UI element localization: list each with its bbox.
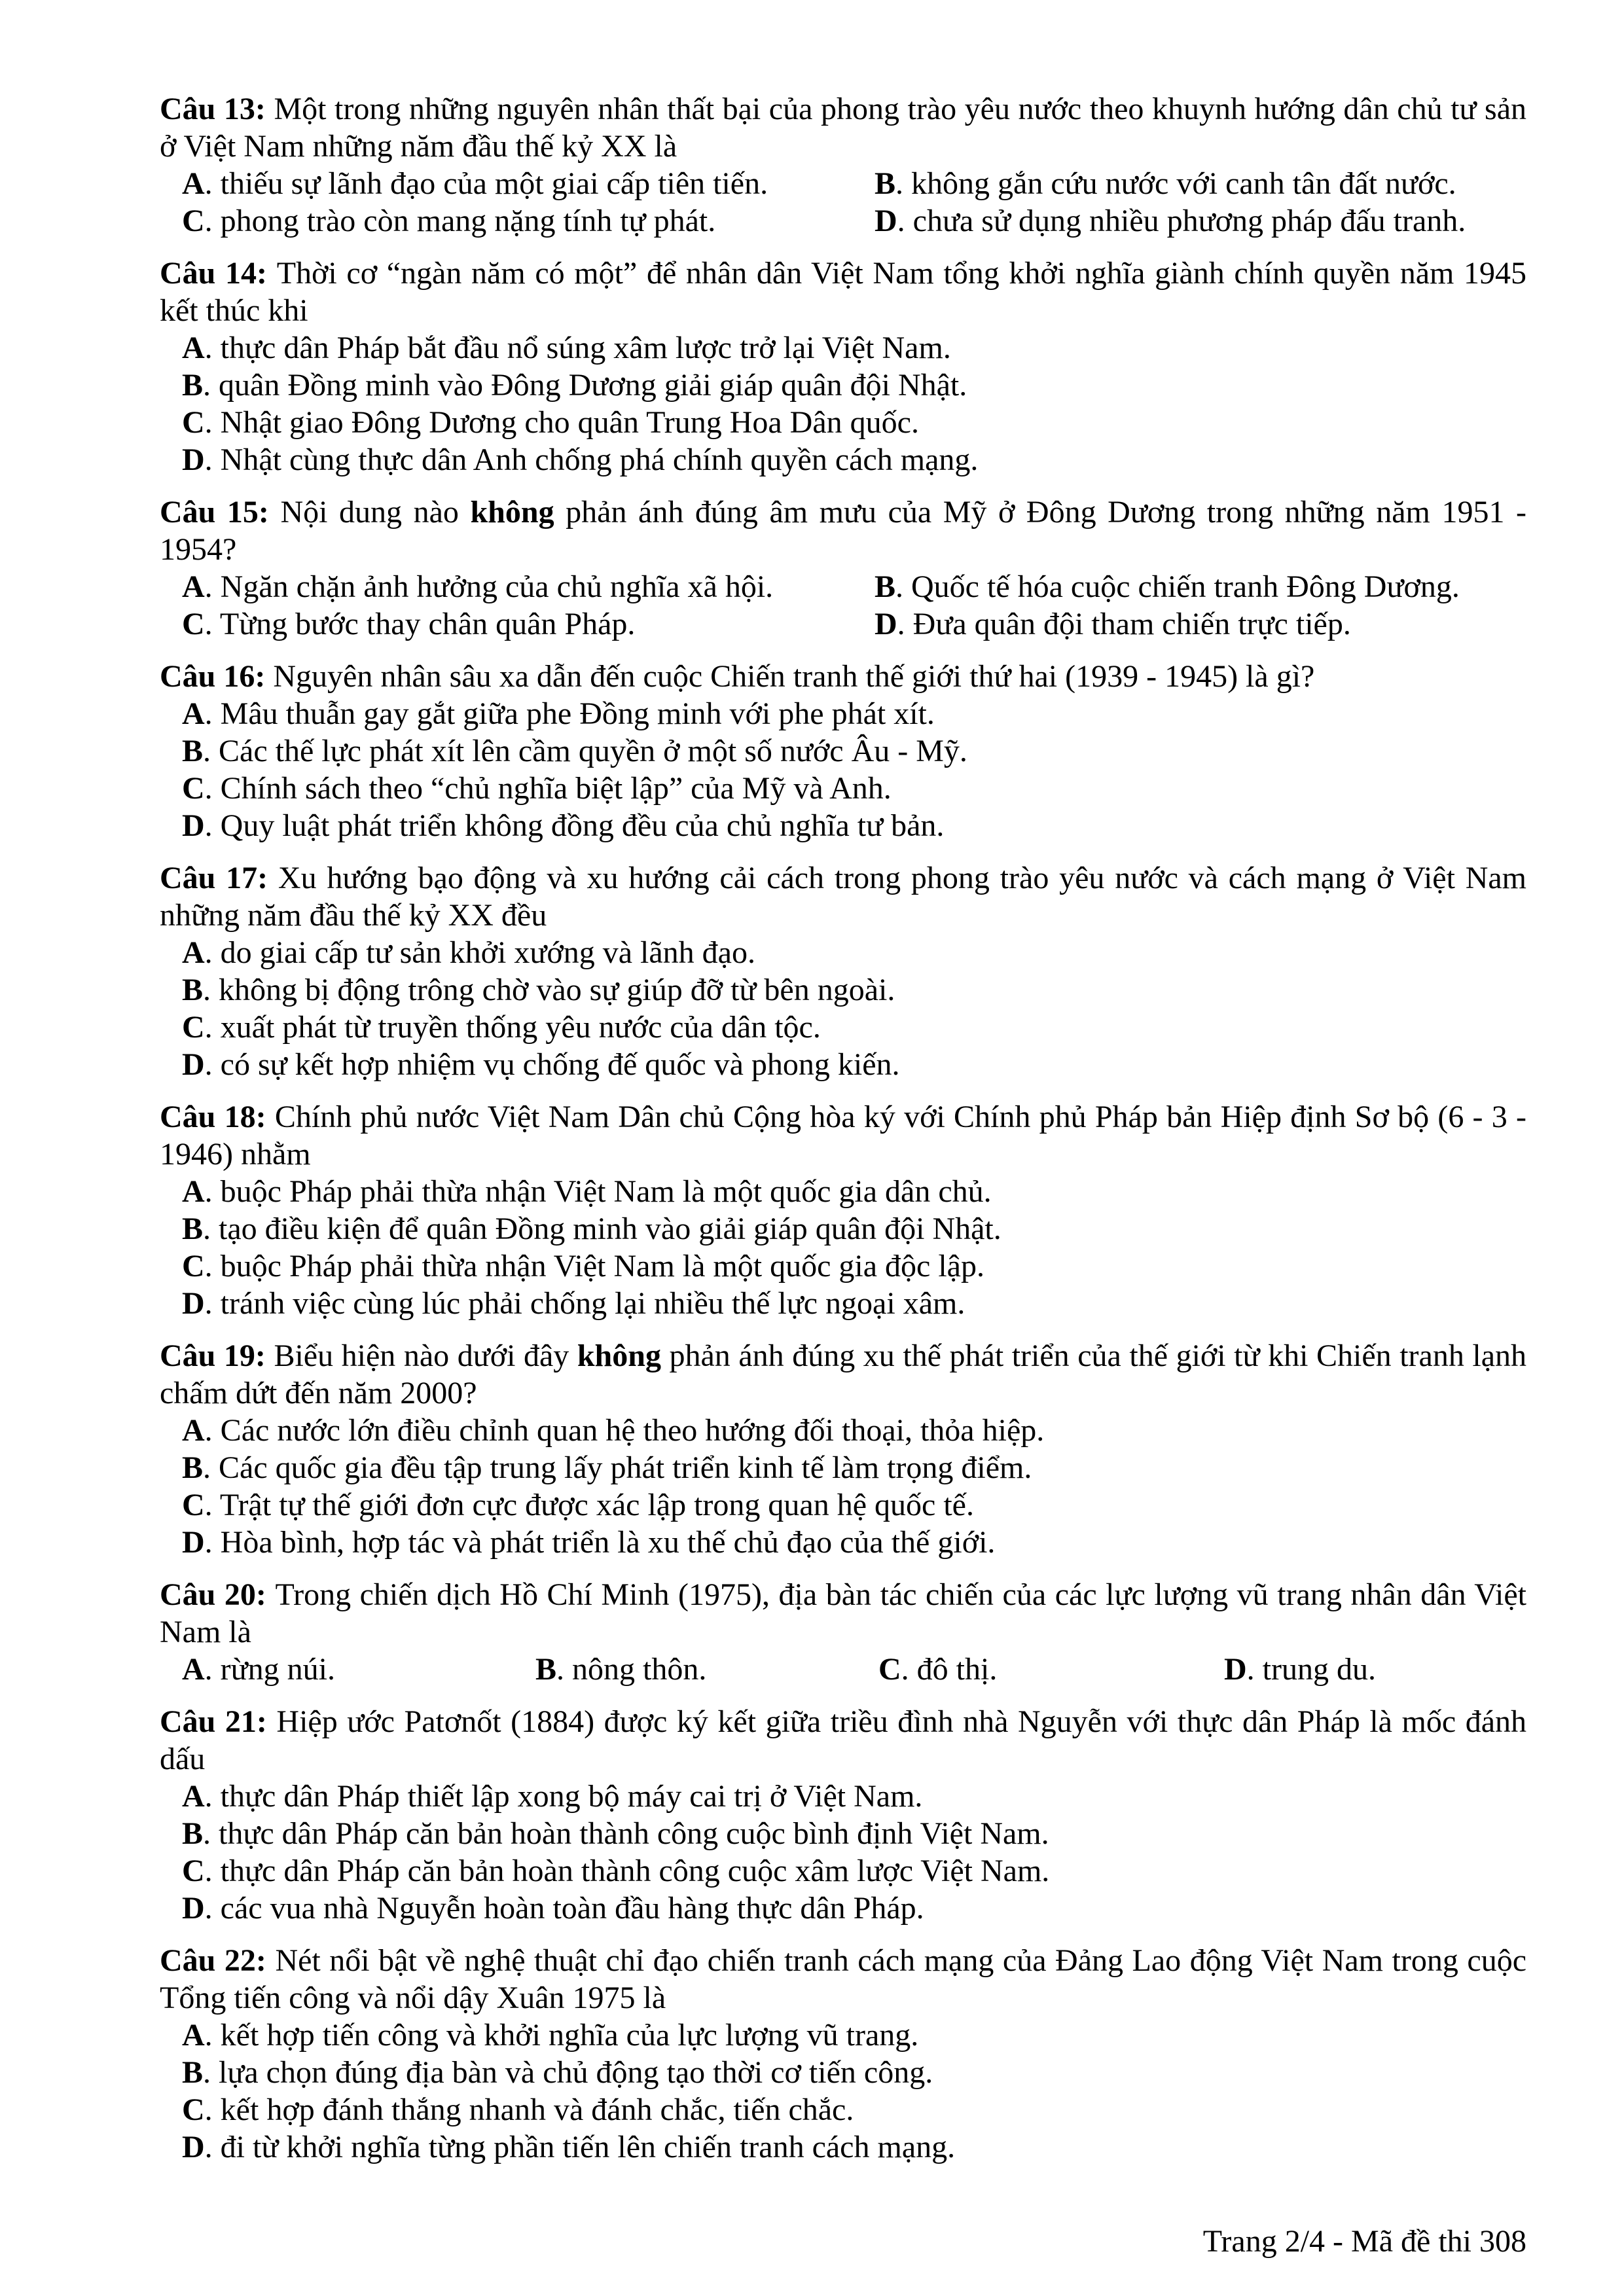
option-letter: A	[182, 166, 205, 201]
option-separator: .	[204, 569, 221, 604]
option-letter: B	[182, 1211, 204, 1246]
option-separator: .	[204, 1286, 221, 1321]
option-text: kết hợp đánh thắng nhanh và đánh chắc, tiến chắc.	[220, 2092, 854, 2127]
answer-option	[182, 329, 1526, 367]
options-list	[160, 1778, 1526, 1927]
option-separator: .	[204, 1525, 221, 1560]
option-text: buộc Pháp phải thừa nhận Việt Nam là một quốc gia dân chủ.	[220, 1174, 992, 1209]
option-text: Quy luật phát triển không đồng đều của chủ nghĩa tư bản.	[220, 808, 945, 843]
option-letter: B	[182, 368, 204, 403]
question-text	[160, 859, 1526, 934]
answer-option	[182, 1486, 1526, 1524]
option-separator: .	[204, 1413, 221, 1448]
option-text: thiếu sự lãnh đạo của một giai cấp tiên tiến.	[220, 166, 768, 201]
answer-option	[182, 971, 1526, 1009]
option-separator: .	[895, 166, 912, 201]
option-letter: B	[182, 2055, 204, 2090]
option-text: Các thế lực phát xít lên cầm quyền ở một số nước Âu - Mỹ.	[219, 734, 967, 768]
option-text: kết hợp tiến công và khởi nghĩa của lực lượng vũ trang.	[220, 2018, 919, 2053]
answer-option	[875, 568, 1526, 605]
option-separator: .	[203, 368, 219, 403]
option-separator: .	[204, 204, 221, 238]
option-letter: A	[182, 1779, 205, 1814]
option-letter: D	[182, 808, 205, 843]
option-text: thực dân Pháp bắt đầu nổ súng xâm lược trở lại Việt Nam.	[220, 331, 951, 365]
option-text: đô thị.	[916, 1652, 998, 1687]
option-letter: A	[182, 1174, 205, 1209]
option-text: không gắn cứu nước với canh tân đất nước.	[911, 166, 1456, 201]
question-label: Câu 19:	[160, 1338, 274, 1373]
question-label: Câu 20:	[160, 1577, 276, 1612]
answer-option	[182, 807, 1526, 844]
answer-option	[875, 165, 1526, 202]
option-separator: .	[1246, 1652, 1263, 1687]
option-separator: .	[204, 1174, 221, 1209]
option-separator: .	[897, 607, 913, 641]
options-list	[160, 695, 1526, 844]
question-pre: Nội dung nào	[280, 495, 471, 529]
answer-option	[535, 1651, 878, 1688]
answer-option	[182, 1890, 1526, 1927]
option-separator: .	[204, 607, 220, 641]
question-text	[160, 1703, 1526, 1778]
option-letter: C	[182, 1854, 205, 1888]
option-separator: .	[203, 1450, 219, 1485]
option-text: buộc Pháp phải thừa nhận Việt Nam là một quốc gia độc lập.	[220, 1249, 984, 1283]
question-label: Câu 15:	[160, 495, 281, 529]
option-separator: .	[203, 734, 219, 768]
question-block	[160, 493, 1526, 643]
answer-option	[182, 1651, 535, 1688]
question-text	[160, 90, 1526, 165]
option-letter: D	[182, 1891, 205, 1926]
option-separator: .	[204, 2092, 221, 2127]
option-text: Hòa bình, hợp tác và phát triển là xu thế chủ đạo của thế giới.	[220, 1525, 996, 1560]
option-letter: D	[182, 1047, 205, 1082]
options-list	[160, 165, 1526, 240]
question-block	[160, 1942, 1526, 2166]
option-separator: .	[204, 2018, 221, 2053]
options-list	[160, 1651, 1526, 1688]
option-text: rừng núi.	[220, 1652, 336, 1687]
answer-option	[878, 1651, 1224, 1688]
page-footer: Trang 2/4 - Mã đề thi 308	[1202, 2224, 1526, 2259]
option-separator: .	[204, 442, 221, 477]
option-text: đi từ khởi nghĩa từng phần tiến lên chiến tranh cách mạng.	[220, 2130, 956, 2164]
option-letter: D	[182, 442, 205, 477]
answer-option	[182, 732, 1526, 770]
option-letter: A	[182, 2018, 205, 2053]
option-letter: B	[182, 1816, 204, 1851]
option-separator: .	[204, 1047, 221, 1082]
answer-option	[182, 1046, 1526, 1083]
option-text: thực dân Pháp thiết lập xong bộ máy cai trị ở Việt Nam.	[220, 1779, 923, 1814]
option-text: Đưa quân đội tham chiến trực tiếp.	[912, 607, 1351, 641]
option-letter: B	[182, 734, 204, 768]
question-pre: Nguyên nhân sâu xa dẫn đến cuộc Chiến tranh thế giới thứ hai (1939 - 1945) là gì?	[273, 659, 1315, 694]
question-pre: Trong chiến dịch Hồ Chí Minh (1975), địa bàn tác chiến của các lực lượng vũ trang nhân dân Việt Nam là	[160, 1577, 1527, 1649]
option-text: nông thôn.	[572, 1652, 707, 1687]
option-separator: .	[204, 1891, 221, 1926]
option-letter: C	[182, 2092, 205, 2127]
question-text	[160, 1576, 1526, 1651]
question-pre: Chính phủ nước Việt Nam Dân chủ Cộng hòa ký với Chính phủ Pháp bản Hiệp định Sơ bộ (6 - 3 - 1946) nhằm	[160, 1100, 1527, 1172]
option-separator: .	[901, 1652, 917, 1687]
answer-option	[182, 1449, 1526, 1486]
option-separator: .	[203, 973, 219, 1007]
option-text: tạo điều kiện để quân Đồng minh vào giải giáp quân đội Nhật.	[219, 1211, 1001, 1246]
question-label: Câu 18:	[160, 1100, 275, 1134]
option-text: chưa sử dụng nhiều phương pháp đấu tranh.	[912, 204, 1466, 238]
option-text: có sự kết hợp nhiệm vụ chống đế quốc và phong kiến.	[220, 1047, 900, 1082]
option-letter: B	[182, 973, 204, 1007]
question-text	[160, 493, 1526, 568]
question-label: Câu 17:	[160, 861, 278, 895]
option-letter: C	[182, 1010, 205, 1045]
answer-option	[182, 1009, 1526, 1046]
option-separator: .	[204, 771, 221, 806]
option-text: các vua nhà Nguyễn hoàn toàn đầu hàng thực dân Pháp.	[220, 1891, 924, 1926]
answer-option	[182, 404, 1526, 441]
question-pre: Hiệp ước Patơnốt (1884) được ký kết giữa triều đình nhà Nguyễn với thực dân Pháp là mốc đánh dấu	[160, 1704, 1526, 1776]
question-label: Câu 13:	[160, 92, 274, 126]
option-text: tránh việc cùng lúc phải chống lại nhiều thế lực ngoại xâm.	[220, 1286, 965, 1321]
answer-option	[182, 1778, 1526, 1815]
answer-option	[182, 2017, 1526, 2054]
question-pre: Biểu hiện nào dưới đây	[274, 1338, 577, 1373]
option-text: lựa chọn đúng địa bàn và chủ động tạo thời cơ tiến công.	[219, 2055, 933, 2090]
option-letter: A	[182, 935, 205, 970]
option-text: phong trào còn mang nặng tính tự phát.	[220, 204, 716, 238]
question-block	[160, 1337, 1526, 1561]
answer-option	[182, 934, 1526, 971]
option-separator: .	[203, 1816, 219, 1851]
option-letter: C	[878, 1652, 901, 1687]
question-block	[160, 658, 1526, 844]
option-text: thực dân Pháp căn bản hoàn thành công cuộc bình định Việt Nam.	[219, 1816, 1049, 1851]
question-block	[160, 1703, 1526, 1927]
question-block	[160, 859, 1526, 1083]
option-letter: A	[182, 696, 205, 731]
options-list	[160, 934, 1526, 1083]
option-separator: .	[204, 1779, 221, 1814]
option-letter: C	[182, 607, 205, 641]
option-separator: .	[204, 1854, 221, 1888]
option-separator: .	[204, 405, 221, 440]
answer-option	[182, 1247, 1526, 1285]
question-text	[160, 658, 1526, 695]
option-text: xuất phát từ truyền thống yêu nước của dân tộc.	[220, 1010, 821, 1045]
answer-option	[182, 441, 1526, 478]
option-separator: .	[204, 2130, 221, 2164]
question-post: phản ánh đúng âm mưu của Mỹ ở Đông Dương trong những năm 1951 - 1954?	[160, 495, 1526, 567]
option-letter: B	[182, 1450, 204, 1485]
option-separator: .	[204, 1249, 221, 1283]
option-text: Các quốc gia đều tập trung lấy phát triển kinh tế làm trọng điểm.	[219, 1450, 1032, 1485]
answer-option	[182, 1524, 1526, 1561]
answer-option	[182, 202, 875, 240]
options-list	[160, 1173, 1526, 1322]
option-letter: A	[182, 1652, 205, 1687]
option-letter: D	[182, 2130, 205, 2164]
option-letter: C	[182, 204, 205, 238]
question-label: Câu 21:	[160, 1704, 277, 1739]
option-separator: .	[204, 331, 221, 365]
answer-option	[182, 1815, 1526, 1852]
option-text: Các nước lớn điều chỉnh quan hệ theo hướng đối thoại, thỏa hiệp.	[220, 1413, 1045, 1448]
option-text: Từng bước thay chân quân Pháp.	[219, 607, 636, 641]
option-letter: B	[875, 166, 896, 201]
option-separator: .	[556, 1652, 573, 1687]
option-separator: .	[204, 935, 221, 970]
question-post: phản ánh đúng xu thế phát triển của thế giới từ khi Chiến tranh lạnh chấm dứt đến năm 2000?	[160, 1338, 1527, 1410]
option-text: do giai cấp tư sản khởi xướng và lãnh đạo.	[220, 935, 755, 970]
questions	[160, 90, 1526, 2166]
options-list	[160, 1412, 1526, 1561]
answer-option	[182, 605, 875, 643]
question-pre: Một trong những nguyên nhân thất bại của phong trào yêu nước theo khuynh hướng dân chủ tư sản ở Việt Nam những năm đầu thế kỷ XX là	[160, 92, 1527, 164]
option-letter: C	[182, 1488, 205, 1522]
option-letter: C	[182, 771, 205, 806]
option-letter: B	[875, 569, 896, 604]
option-letter: D	[875, 204, 897, 238]
option-text: không bị động trông chờ vào sự giúp đỡ từ bên ngoài.	[219, 973, 895, 1007]
answer-option	[182, 2091, 1526, 2128]
option-text: Trật tự thế giới đơn cực được xác lập trong quan hệ quốc tế.	[219, 1488, 974, 1522]
option-separator: .	[203, 2055, 219, 2090]
question-pre: Thời cơ “ngàn năm có một” để nhân dân Việt Nam tổng khởi nghĩa giành chính quyền năm 1945 kết thúc khi	[160, 256, 1526, 328]
question-block	[160, 1098, 1526, 1322]
question-pre: Xu hướng bạo động và xu hướng cải cách trong phong trào yêu nước và cách mạng ở Việt Nam những năm đầu thế kỷ XX đều	[160, 861, 1526, 933]
option-letter: A	[182, 569, 205, 604]
answer-option	[1224, 1651, 1526, 1688]
option-text: Chính sách theo “chủ nghĩa biệt lập” của Mỹ và Anh.	[220, 771, 892, 806]
options-list	[160, 568, 1526, 643]
answer-option	[182, 1412, 1526, 1449]
answer-option	[875, 202, 1526, 240]
option-separator: .	[895, 569, 912, 604]
options-list	[160, 329, 1526, 478]
option-text: Nhật cùng thực dân Anh chống phá chính quyền cách mạng.	[220, 442, 979, 477]
answer-option	[875, 605, 1526, 643]
option-letter: A	[182, 1413, 205, 1448]
option-letter: C	[182, 405, 205, 440]
question-pre: Nét nổi bật về nghệ thuật chỉ đạo chiến tranh cách mạng của Đảng Lao động Việt Nam trong cuộc Tổng tiến công và nổi dậy Xuân 1975 là	[160, 1943, 1527, 2015]
option-text: Ngăn chặn ảnh hưởng của chủ nghĩa xã hội.	[220, 569, 774, 604]
question-text	[160, 1098, 1526, 1173]
question-label: Câu 14:	[160, 256, 277, 291]
answer-option	[182, 1285, 1526, 1322]
question-block	[160, 1576, 1526, 1688]
option-text: thực dân Pháp căn bản hoàn thành công cuộc xâm lược Việt Nam.	[220, 1854, 1050, 1888]
answer-option	[182, 770, 1526, 807]
option-letter: D	[182, 1525, 205, 1560]
answer-option	[182, 165, 875, 202]
option-letter: C	[182, 1249, 205, 1283]
answer-option	[182, 1173, 1526, 1210]
option-separator: .	[204, 1488, 220, 1522]
answer-option	[182, 1210, 1526, 1247]
option-text: quân Đồng minh vào Đông Dương giải giáp quân đội Nhật.	[219, 368, 967, 403]
answer-option	[182, 2128, 1526, 2166]
answer-option	[182, 2054, 1526, 2091]
option-separator: .	[204, 166, 221, 201]
answer-option	[182, 568, 875, 605]
question-label: Câu 16:	[160, 659, 274, 694]
question-block	[160, 90, 1526, 240]
option-separator: .	[897, 204, 913, 238]
options-list	[160, 2017, 1526, 2166]
option-separator: .	[204, 696, 221, 731]
question-block	[160, 255, 1526, 478]
option-text: Quốc tế hóa cuộc chiến tranh Đông Dương.	[911, 569, 1460, 604]
option-separator: .	[204, 1010, 221, 1045]
option-letter: D	[1224, 1652, 1247, 1687]
question-text	[160, 255, 1526, 329]
question-text	[160, 1337, 1526, 1412]
option-separator: .	[204, 808, 221, 843]
question-text	[160, 1942, 1526, 2017]
option-letter: D	[182, 1286, 205, 1321]
option-text: trung du.	[1262, 1652, 1376, 1687]
option-text: Nhật giao Đông Dương cho quân Trung Hoa Dân quốc.	[220, 405, 919, 440]
answer-option	[182, 695, 1526, 732]
option-letter: A	[182, 331, 205, 365]
answer-option	[182, 1852, 1526, 1890]
question-label: Câu 22:	[160, 1943, 276, 1978]
answer-option	[182, 367, 1526, 404]
question-bold-word: không	[470, 495, 554, 529]
option-letter: D	[875, 607, 897, 641]
option-text: Mâu thuẫn gay gắt giữa phe Đồng minh với phe phát xít.	[220, 696, 935, 731]
option-letter: B	[535, 1652, 557, 1687]
option-separator: .	[203, 1211, 219, 1246]
question-bold-word: không	[577, 1338, 661, 1373]
option-separator: .	[204, 1652, 221, 1687]
